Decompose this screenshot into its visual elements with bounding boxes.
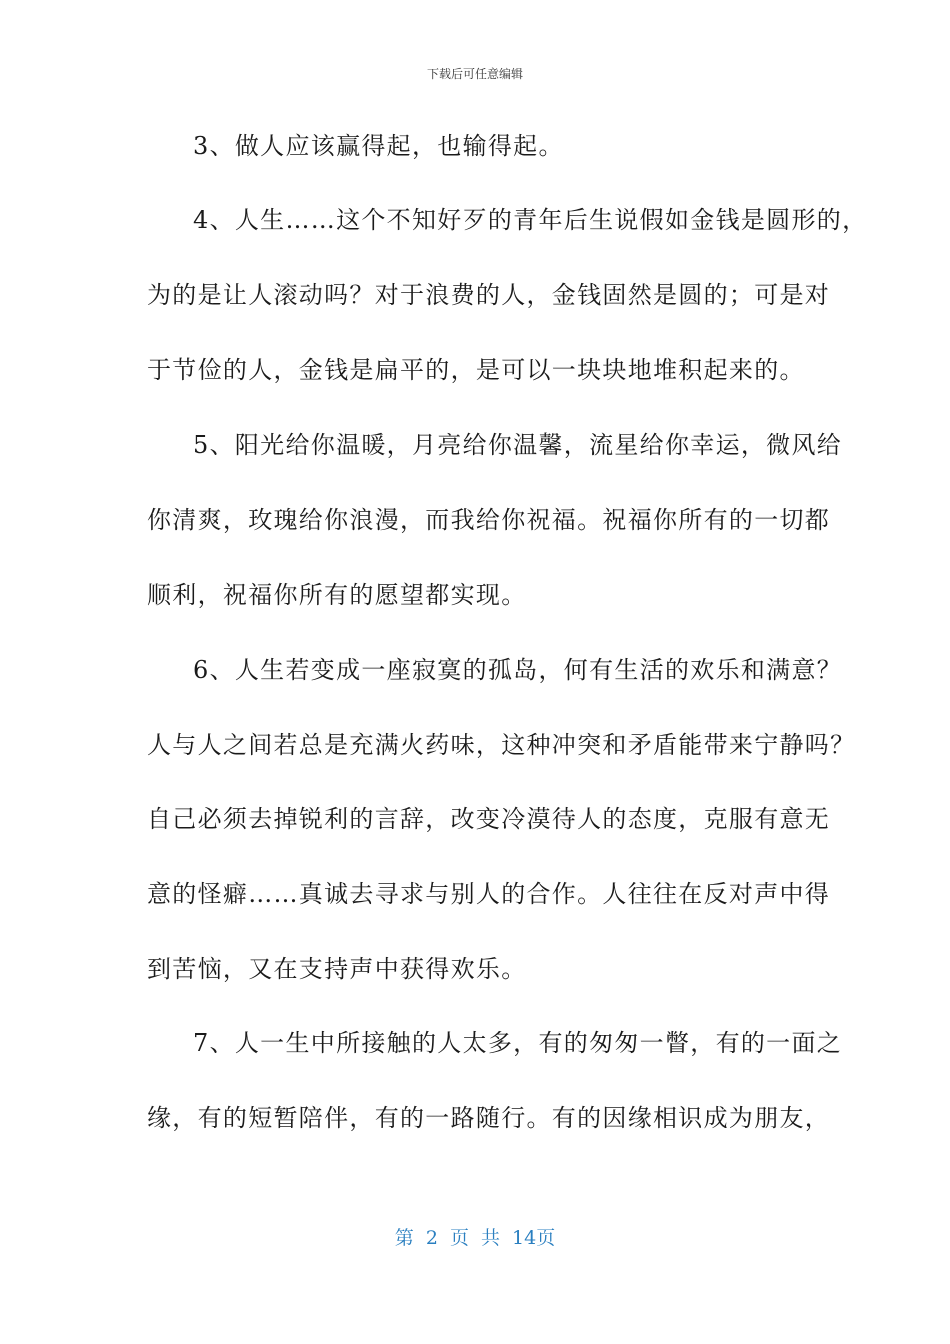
text-line: 顺利，祝福你所有的愿望都实现。 — [147, 581, 527, 609]
text-line: 你清爽，玫瑰给你浪漫，而我给你祝福。祝福你所有的一切都 — [147, 506, 831, 534]
page-number: 第 2 页 共 14页 — [394, 1227, 556, 1249]
text-line: 6、人生若变成一座寂寞的孤岛，何有生活的欢乐和满意？ — [193, 656, 843, 684]
text-line: 自己必须去掉锐利的言辞，改变冷漠待人的态度，克服有意无 — [147, 805, 831, 833]
text-line: 意的怪癖……真诚去寻求与别人的合作。人往往在反对声中得 — [147, 880, 831, 908]
page-header: 下载后可任意编辑 — [426, 67, 523, 81]
text-line: 到苦恼，又在支持声中获得欢乐。 — [147, 955, 527, 983]
text-line: 5、阳光给你温暖，月亮给你温馨，流星给你幸运，微风给 — [193, 431, 843, 459]
text-line: 7、人一生中所接触的人太多，有的匆匆一瞥，有的一面之 — [193, 1029, 843, 1057]
text-line: 3、做人应该赢得起，也输得起。 — [193, 132, 564, 160]
text-line: 缘，有的短暂陪伴，有的一路随行。有的因缘相识成为朋友， — [147, 1104, 831, 1132]
text-line: 于节俭的人，金钱是扁平的，是可以一块块地堆积起来的。 — [147, 356, 805, 384]
text-line: 为的是让人滚动吗？对于浪费的人，金钱固然是圆的；可是对 — [147, 281, 831, 309]
text-line: 4、人生……这个不知好歹的青年后生说假如金钱是圆形的， — [193, 206, 868, 234]
text-line: 人与人之间若总是充满火药味，这种冲突和矛盾能带来宁静吗？ — [147, 731, 856, 759]
